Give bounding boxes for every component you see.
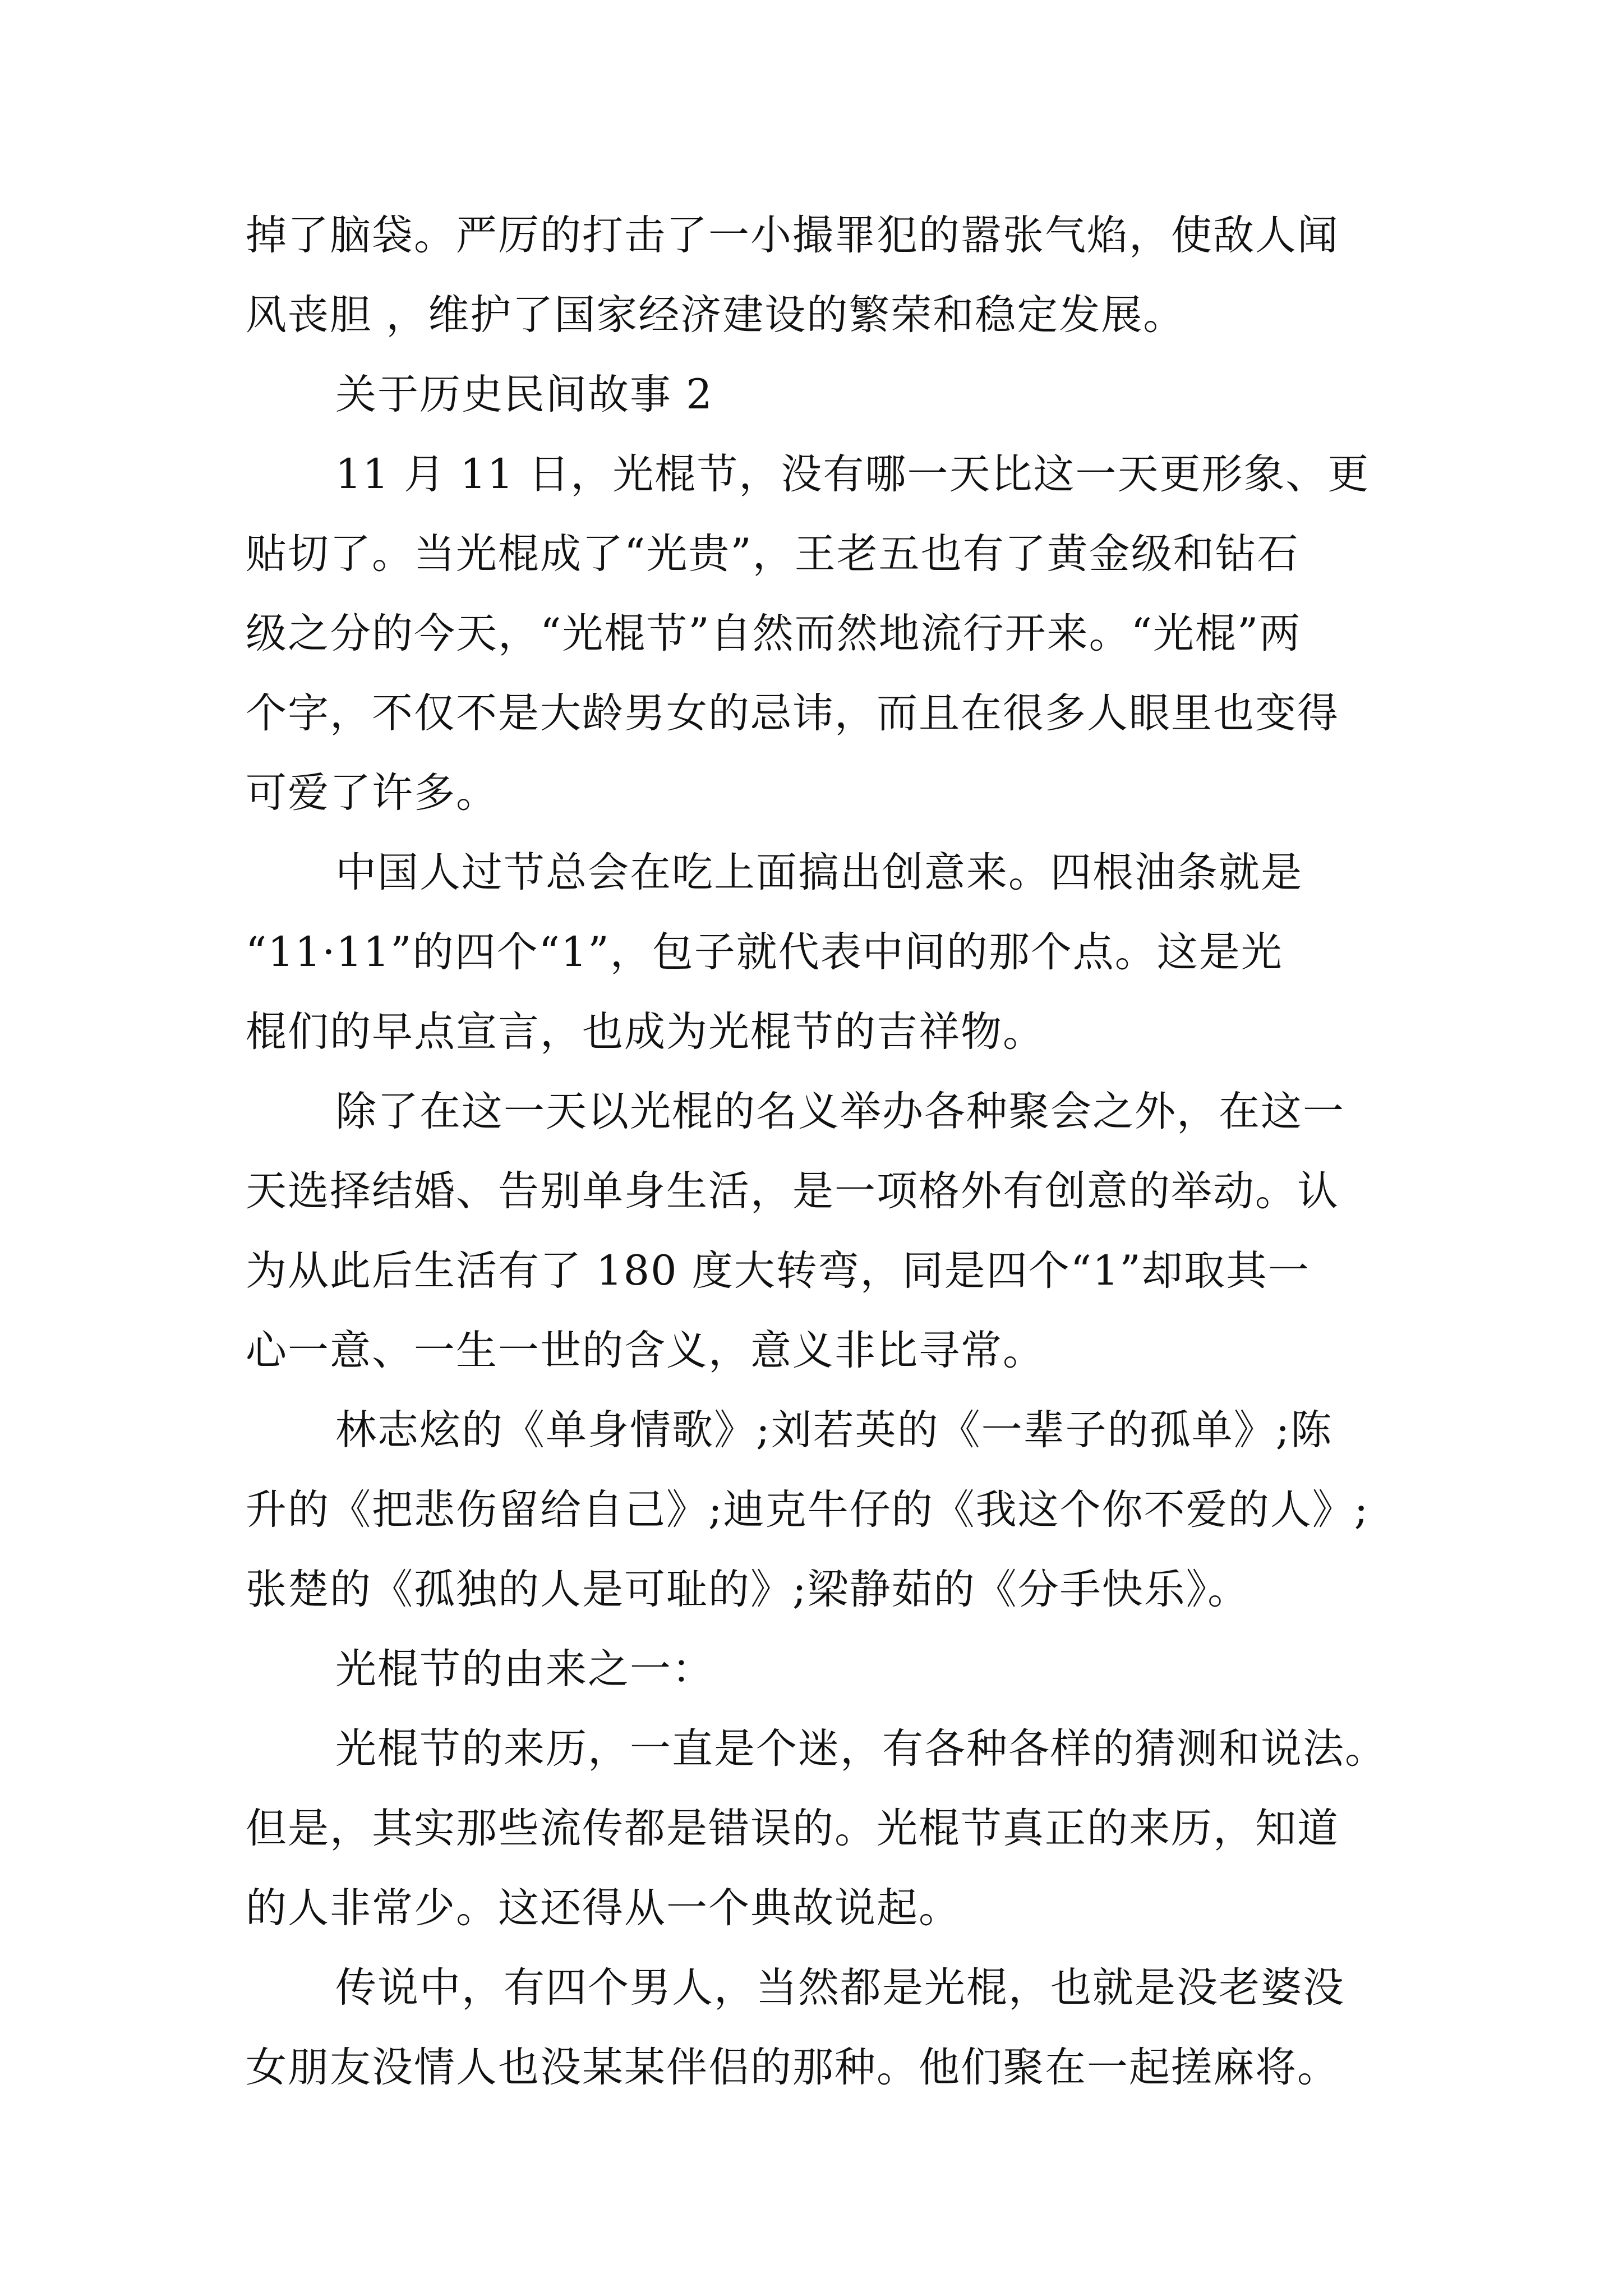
text-line: 但是，其实那些流传都是错误的。光棍节真正的来历，知道 <box>246 1805 1339 1852</box>
text-line: 个字，不仅不是大龄男女的忌讳，而且在很多人眼里也变得 <box>246 689 1339 737</box>
text-line: 级之分的今天，“光棍节”自然而然地流行开来。“光棍”两 <box>246 610 1302 657</box>
text-line: 林志炫的《单身情歌》;刘若英的《一辈子的孤单》;陈 <box>335 1406 1333 1454</box>
section-heading: 光棍节的由来之一： <box>335 1645 714 1693</box>
text-line: 传说中，有四个男人，当然都是光棍，也就是没老婆没 <box>335 1964 1345 2012</box>
text-line: 棍们的早点宣言，也成为光棍节的吉祥物。 <box>246 1008 1045 1056</box>
text-line: 天选择结婚、告别单身生活，是一项格外有创意的举动。认 <box>246 1167 1339 1215</box>
section-heading: 关于历史民间故事 2 <box>335 371 713 418</box>
text-line: 的人非常少。这还得从一个典故说起。 <box>246 1884 961 1932</box>
text-line: “11·11”的四个“1”，包子就代表中间的那个点。这是光 <box>246 928 1283 976</box>
text-line: 光棍节的来历，一直是个迷，有各种各样的猜测和说法。 <box>335 1725 1387 1773</box>
text-line: 11 月 11 日，光棍节，没有哪一天比这一天更形象、更 <box>335 450 1370 498</box>
text-line: 女朋友没情人也没某某伴侣的那种。他们聚在一起搓麻将。 <box>246 2044 1339 2091</box>
text-line: 中国人过节总会在吃上面搞出创意来。四根油条就是 <box>335 849 1303 896</box>
text-line: 风丧胆 ，维护了国家经济建设的繁荣和稳定发展。 <box>246 291 1186 339</box>
text-line: 张楚的《孤独的人是可耻的》;梁静茹的《分手快乐》。 <box>246 1566 1250 1613</box>
text-line: 除了在这一天以光棍的名义举办各种聚会之外，在这一 <box>335 1088 1345 1135</box>
text-line: 为从此后生活有了 180 度大转弯，同是四个“1”却取其一 <box>246 1247 1310 1295</box>
text-line: 可爱了许多。 <box>246 769 498 817</box>
text-line: 掉了脑袋。严厉的打击了一小撮罪犯的嚣张气焰，使敌人闻 <box>246 211 1339 259</box>
text-line: 升的《把悲伤留给自己》;迪克牛仔的《我这个你不爱的人》; <box>246 1486 1370 1534</box>
text-line: 心一意、一生一世的含义，意义非比寻常。 <box>246 1327 1045 1374</box>
text-line: 贴切了。当光棍成了“光贵”，王老五也有了黄金级和钻石 <box>246 530 1299 578</box>
